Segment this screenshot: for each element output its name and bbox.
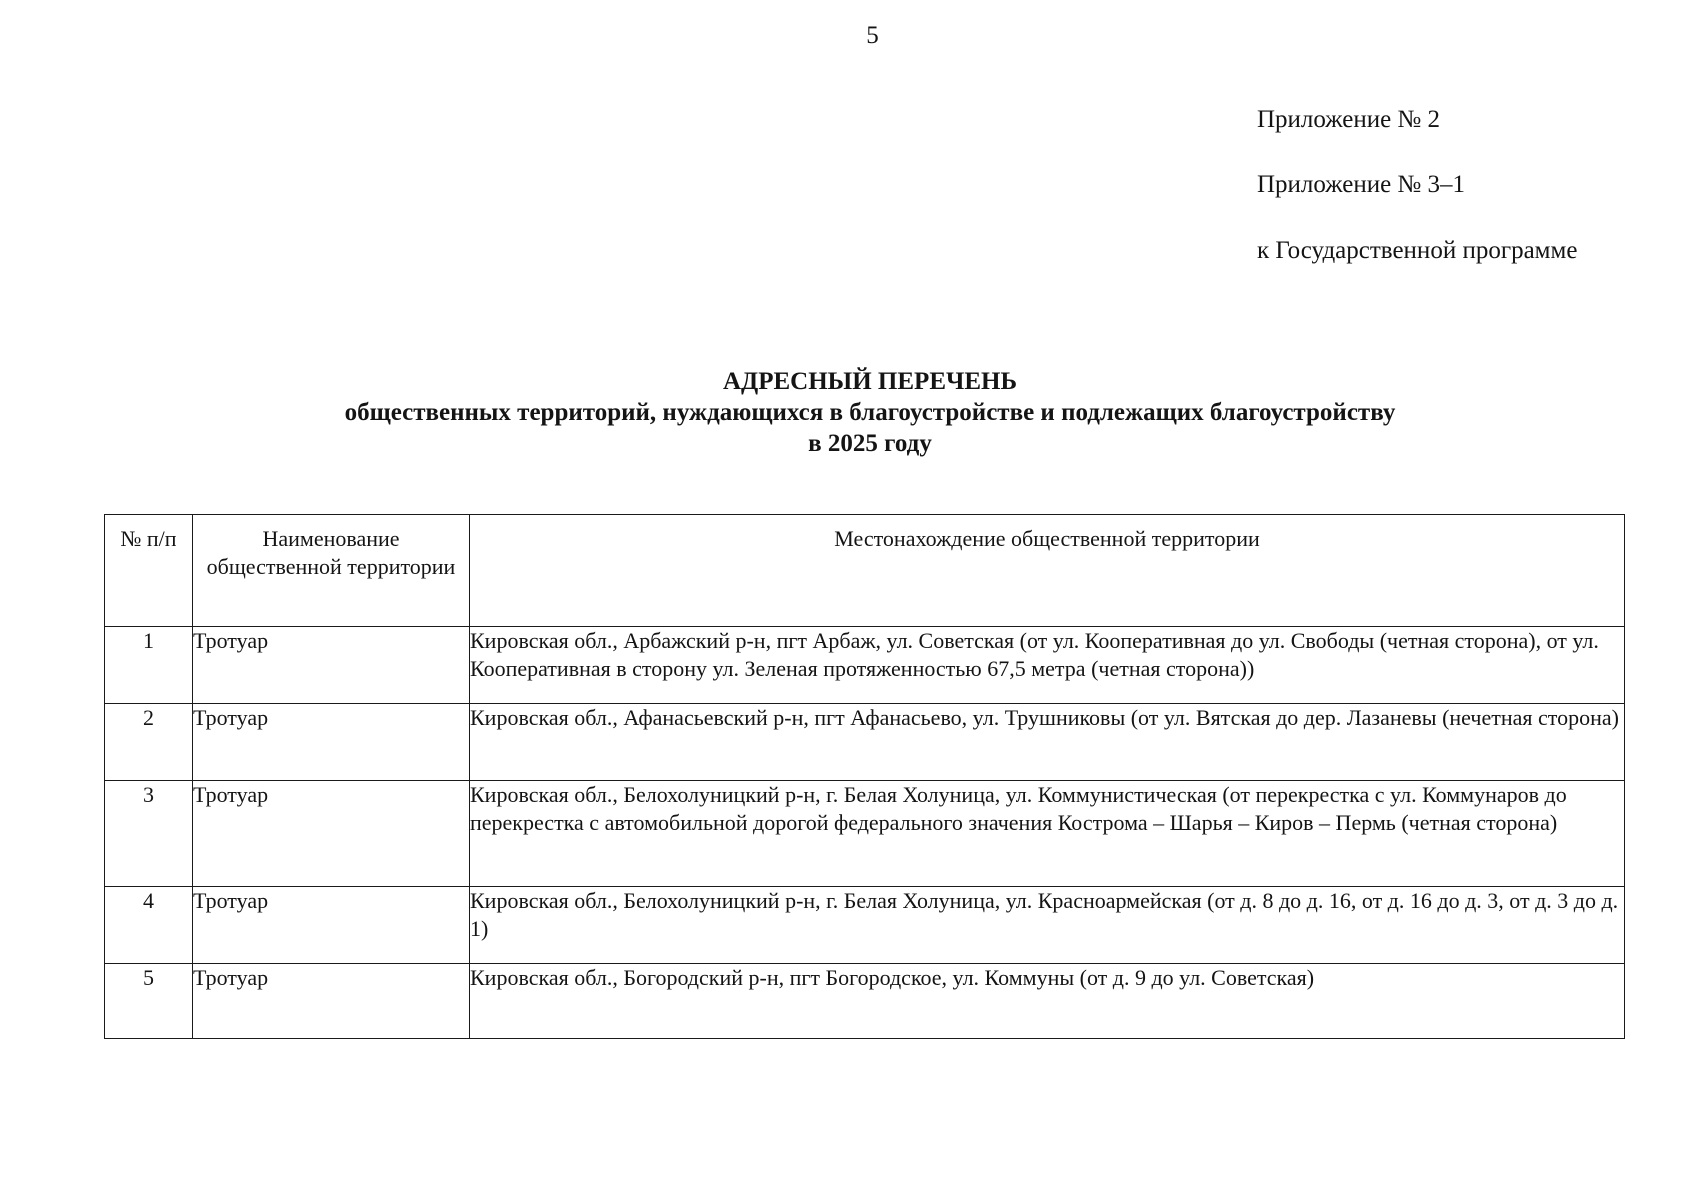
- row-number: 4: [105, 887, 193, 964]
- territory-location: Кировская обл., Богородский р-н, пгт Богородское, ул. Коммуны (от д. 9 до ул. Советская): [470, 964, 1625, 1039]
- row-number: 2: [105, 704, 193, 781]
- title-line-2: общественных территорий, нуждающихся в благоустройстве и подлежащих благоустройству: [344, 399, 1396, 426]
- row-number: 5: [105, 964, 193, 1039]
- territory-name: Тротуар: [193, 704, 470, 781]
- appendix-line-3: к Государственной программе: [1257, 237, 1578, 264]
- page-number: 5: [866, 22, 879, 49]
- row-number: 1: [105, 627, 193, 704]
- row-number: 3: [105, 781, 193, 887]
- territory-name: Тротуар: [193, 627, 470, 704]
- header-number: № п/п: [105, 515, 193, 627]
- territory-location: Кировская обл., Белохолуницкий р-н, г. Белая Холуница, ул. Красноармейская (от д. 8 до д. 16, от д. 16 до д. 3, от д. 3 до д. 1): [470, 887, 1625, 964]
- territory-name: Тротуар: [193, 887, 470, 964]
- table-row: [105, 627, 1625, 704]
- table-row: [105, 781, 1625, 887]
- territory-location: Кировская обл., Белохолуницкий р-н, г. Белая Холуница, ул. Коммунистическая (от перекрестка с ул. Коммунаров до перекрестка с автомобильной дорогой федерального значения Кострома – Шарья – Киров – Пермь (четная сторона): [470, 781, 1625, 887]
- table-row: [105, 704, 1625, 781]
- appendix-line-1: Приложение № 2: [1257, 106, 1441, 133]
- appendix-line-2: Приложение № 3–1: [1257, 171, 1466, 198]
- document-title: [0, 366, 1688, 459]
- address-list-table: [104, 514, 1625, 1039]
- territory-name: Тротуар: [193, 781, 470, 887]
- title-line-3: в 2025 году: [808, 430, 932, 457]
- table-row: [105, 887, 1625, 964]
- header-territory-name: Наименование общественной территории: [193, 515, 470, 627]
- table-header-row: [105, 515, 1625, 627]
- territory-location: Кировская обл., Афанасьевский р-н, пгт Афанасьево, ул. Трушниковы (от ул. Вятская до дер. Лазаневы (нечетная сторона): [470, 704, 1625, 781]
- territory-name: Тротуар: [193, 964, 470, 1039]
- title-line-1: АДРЕСНЫЙ ПЕРЕЧЕНЬ: [722, 368, 1017, 395]
- table-row: [105, 964, 1625, 1039]
- header-territory-location: Местонахождение общественной территории: [470, 515, 1625, 627]
- territory-location: Кировская обл., Арбажский р-н, пгт Арбаж, ул. Советская (от ул. Кооперативная до ул. Свободы (четная сторона), от ул. Кооперативная в сторону ул. Зеленая протяженностью 67,5 метра (четная сторона)): [470, 627, 1625, 704]
